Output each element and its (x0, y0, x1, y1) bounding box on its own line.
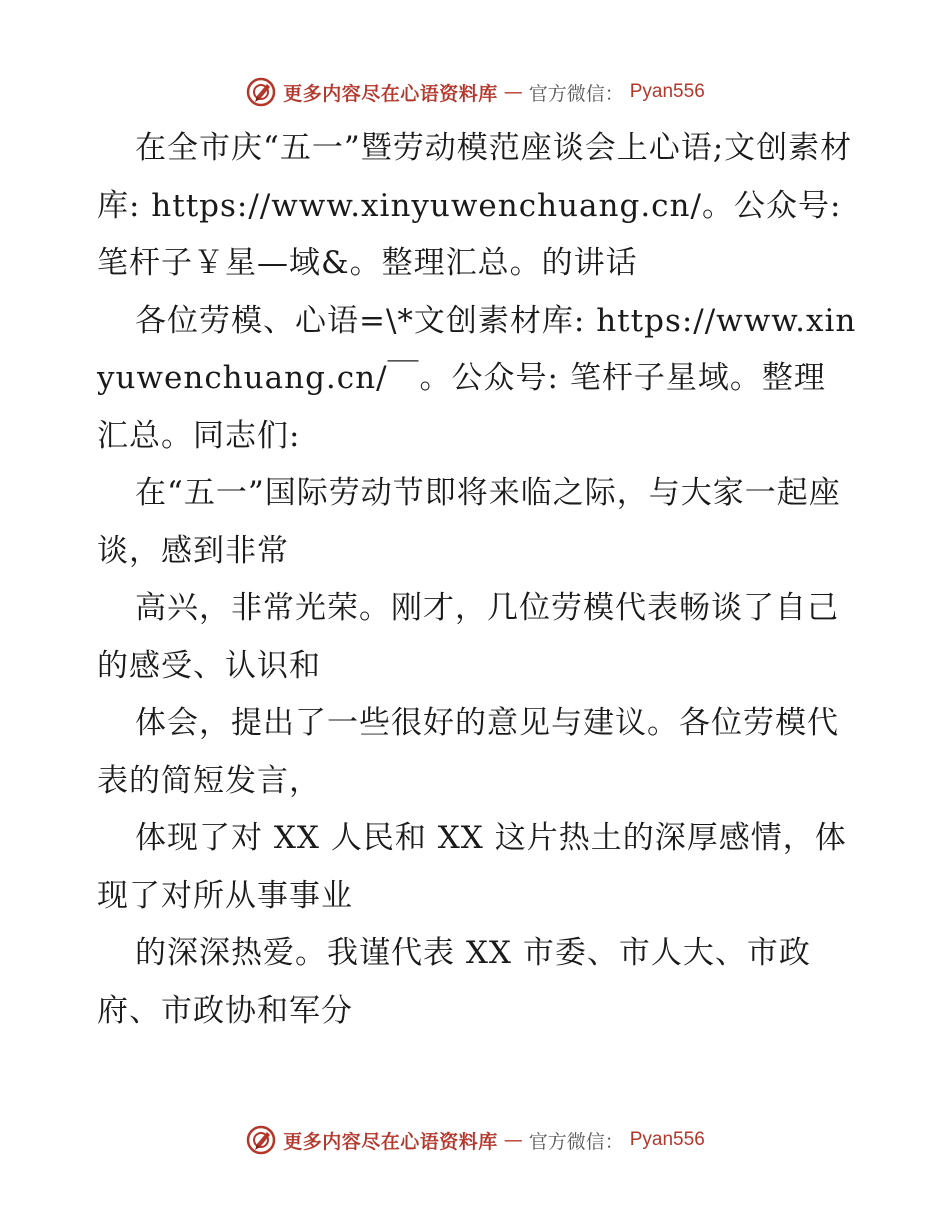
paragraph-title: 在全市庆“五一”暨劳动模范座谈会上心语;文创素材库: https://www.xinyuwenchuang.cn/。公众号: 笔杆子￥星—域&。整理汇总。的讲话 (97, 130, 853, 281)
brand-logo-icon (245, 76, 277, 108)
header-banner-official: 官方微信： (528, 82, 624, 105)
brand-logo-icon (245, 1124, 277, 1156)
footer-banner-id: Pyan556 (629, 1129, 705, 1150)
document-body (97, 120, 857, 1040)
paragraph: 在“五一”国际劳动节即将来临之际，与大家一起座谈，感到非常 (97, 475, 841, 569)
paragraph: 体现了对 XX 人民和 XX 这片热土的深厚感情，体现了对所从事事业 (97, 820, 847, 914)
header-banner-id: Pyan556 (629, 81, 705, 102)
paragraph: 高兴，非常光荣。刚才，几位劳模代表畅谈了自己的感受、认识和 (97, 590, 839, 684)
header-banner (0, 72, 950, 112)
paragraph: 的深深热爱。我谨代表 XX 市委、市人大、市政府、市政协和军分 (97, 935, 811, 1029)
paragraph-salutation: 各位劳模、心语=\*文创素材库: https://www.xinyuwenchuang.cn/￣。公众号: 笔杆子星域。整理汇总。同志们: (97, 302, 857, 454)
header-banner-text: 更多内容尽在心语资料库 (283, 82, 498, 105)
footer-banner-official: 官方微信： (528, 1130, 624, 1153)
footer-banner-dash: — (503, 1129, 523, 1151)
footer-banner-text: 更多内容尽在心语资料库 (283, 1130, 498, 1153)
footer-banner (0, 1120, 950, 1160)
header-banner-dash: — (503, 81, 523, 103)
paragraph: 体会，提出了一些很好的意见与建议。各位劳模代表的简短发言， (97, 705, 839, 799)
